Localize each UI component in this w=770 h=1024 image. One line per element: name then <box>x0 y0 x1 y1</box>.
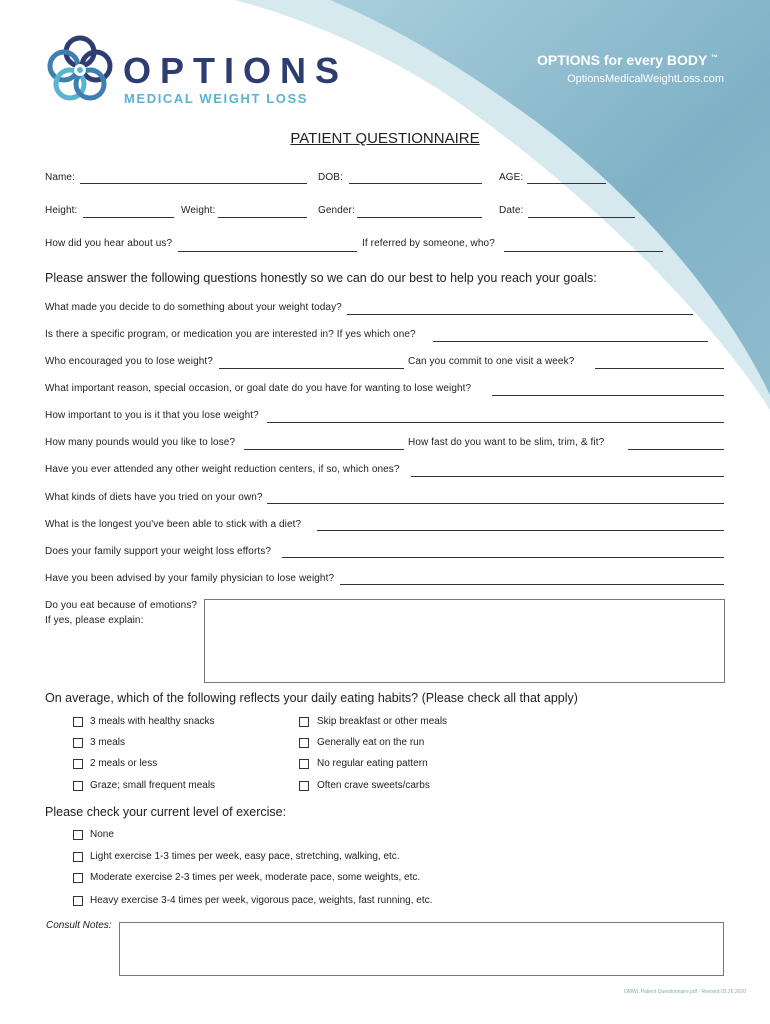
eating-left-checkbox-3[interactable] <box>73 781 83 791</box>
eating-left-label-1: 3 meals <box>90 737 126 748</box>
q2-label: Is there a specific program, or medication you are interested in? If yes which one? <box>45 329 416 340</box>
dob-label: DOB: <box>318 172 343 183</box>
age-label: AGE: <box>499 172 524 183</box>
exercise-checkbox-0[interactable] <box>73 830 83 840</box>
eating-heading: On average, which of the following reflects your daily eating habits? (Please check all that apply) <box>45 691 578 705</box>
q1-field[interactable] <box>347 314 693 315</box>
brand-website: OptionsMedicalWeightLoss.com <box>567 73 724 85</box>
age-field[interactable] <box>527 183 606 184</box>
q7-label: Have you ever attended any other weight reduction centers, if so, which ones? <box>45 464 400 475</box>
q6b-field[interactable] <box>628 449 724 450</box>
exercise-label-0: None <box>90 829 114 840</box>
eating-right-label-1: Generally eat on the run <box>317 737 425 748</box>
q6-label: How many pounds would you like to lose? <box>45 437 236 448</box>
exercise-heading: Please check your current level of exercise: <box>45 805 287 819</box>
exercise-checkbox-2[interactable] <box>73 873 83 883</box>
eating-right-checkbox-2[interactable] <box>299 759 309 769</box>
q3-label: Who encouraged you to lose weight? <box>45 356 213 367</box>
exercise-checkbox-3[interactable] <box>73 896 83 906</box>
referred-field[interactable] <box>504 251 663 252</box>
height-label: Height: <box>45 205 78 216</box>
q3b-label: Can you commit to one visit a week? <box>408 356 575 367</box>
height-field[interactable] <box>83 217 174 218</box>
q7-field[interactable] <box>411 476 724 477</box>
brand-name: OPTIONS <box>123 50 349 91</box>
referred-label: If referred by someone, who? <box>362 238 495 249</box>
hear-about-field[interactable] <box>178 251 357 252</box>
gender-field[interactable] <box>357 217 482 218</box>
consult-notes-label: Consult Notes: <box>46 920 112 931</box>
eating-right-checkbox-3[interactable] <box>299 781 309 791</box>
weight-field[interactable] <box>218 217 307 218</box>
q9-label: What is the longest you've been able to stick with a diet? <box>45 519 302 530</box>
exercise-label-3: Heavy exercise 3-4 times per week, vigorous pace, weights, fast running, etc. <box>90 895 433 906</box>
hear-about-label: How did you hear about us? <box>45 238 173 249</box>
brand-tagline: OPTIONS for every BODY ™ <box>536 52 718 68</box>
eating-right-checkbox-1[interactable] <box>299 738 309 748</box>
eating-right-label-0: Skip breakfast or other meals <box>317 716 448 727</box>
q5-label: How important to you is it that you lose weight? <box>45 410 259 421</box>
q3b-field[interactable] <box>595 368 724 369</box>
date-label: Date: <box>499 205 524 216</box>
consult-notes-box[interactable] <box>119 922 724 976</box>
eating-right-label-3: Often crave sweets/carbs <box>317 780 430 791</box>
eating-left-checkbox-1[interactable] <box>73 738 83 748</box>
exercise-label-2: Moderate exercise 2-3 times per week, moderate pace, some weights, etc. <box>90 872 421 883</box>
q12a-label: Do you eat because of emotions? <box>45 600 198 611</box>
date-field[interactable] <box>528 217 635 218</box>
dob-field[interactable] <box>349 183 482 184</box>
name-field[interactable] <box>80 183 307 184</box>
gender-label: Gender: <box>318 205 355 216</box>
weight-label: Weight: <box>181 205 216 216</box>
footer-note: OMWL Patient Questionnaire.pdf · Revised 02.26.2020 <box>623 989 746 995</box>
name-label: Name: <box>45 172 75 183</box>
q9-field[interactable] <box>317 530 724 531</box>
q6-field[interactable] <box>244 449 404 450</box>
q12b-label: If yes, please explain: <box>45 615 144 626</box>
eating-left-label-0: 3 meals with healthy snacks <box>90 716 215 727</box>
eating-right-checkbox-0[interactable] <box>299 717 309 727</box>
emotions-explain-box[interactable] <box>204 599 725 683</box>
q2-field[interactable] <box>433 341 708 342</box>
exercise-label-1: Light exercise 1-3 times per week, easy pace, stretching, walking, etc. <box>90 851 400 862</box>
brand-subtitle: MEDICAL WEIGHT LOSS <box>124 91 308 106</box>
q11-field[interactable] <box>340 584 724 585</box>
q3-field[interactable] <box>219 368 404 369</box>
q5-field[interactable] <box>267 422 724 423</box>
q4-label: What important reason, special occasion, or goal date do you have for wanting to lose weight? <box>45 383 472 394</box>
q11-label: Have you been advised by your family physician to lose weight? <box>45 573 335 584</box>
eating-left-checkbox-2[interactable] <box>73 759 83 769</box>
eating-left-label-3: Graze; small frequent meals <box>90 780 216 791</box>
eating-right-label-2: No regular eating pattern <box>317 758 428 769</box>
eating-left-checkbox-0[interactable] <box>73 717 83 727</box>
q4-field[interactable] <box>492 395 724 396</box>
q6b-label: How fast do you want to be slim, trim, & fit? <box>408 437 605 448</box>
q8-label: What kinds of diets have you tried on your own? <box>45 492 263 503</box>
q10-field[interactable] <box>282 557 724 558</box>
q8-field[interactable] <box>267 503 724 504</box>
eating-left-label-2: 2 meals or less <box>90 758 158 769</box>
exercise-checkbox-1[interactable] <box>73 852 83 862</box>
form-title: PATIENT QUESTIONNAIRE <box>290 130 480 147</box>
q1-label: What made you decide to do something about your weight today? <box>45 302 342 313</box>
q10-label: Does your family support your weight loss efforts? <box>45 546 272 557</box>
questions-intro: Please answer the following questions honestly so we can do our best to help you reach your goals: <box>45 271 597 285</box>
options-logo-icon <box>42 34 118 104</box>
